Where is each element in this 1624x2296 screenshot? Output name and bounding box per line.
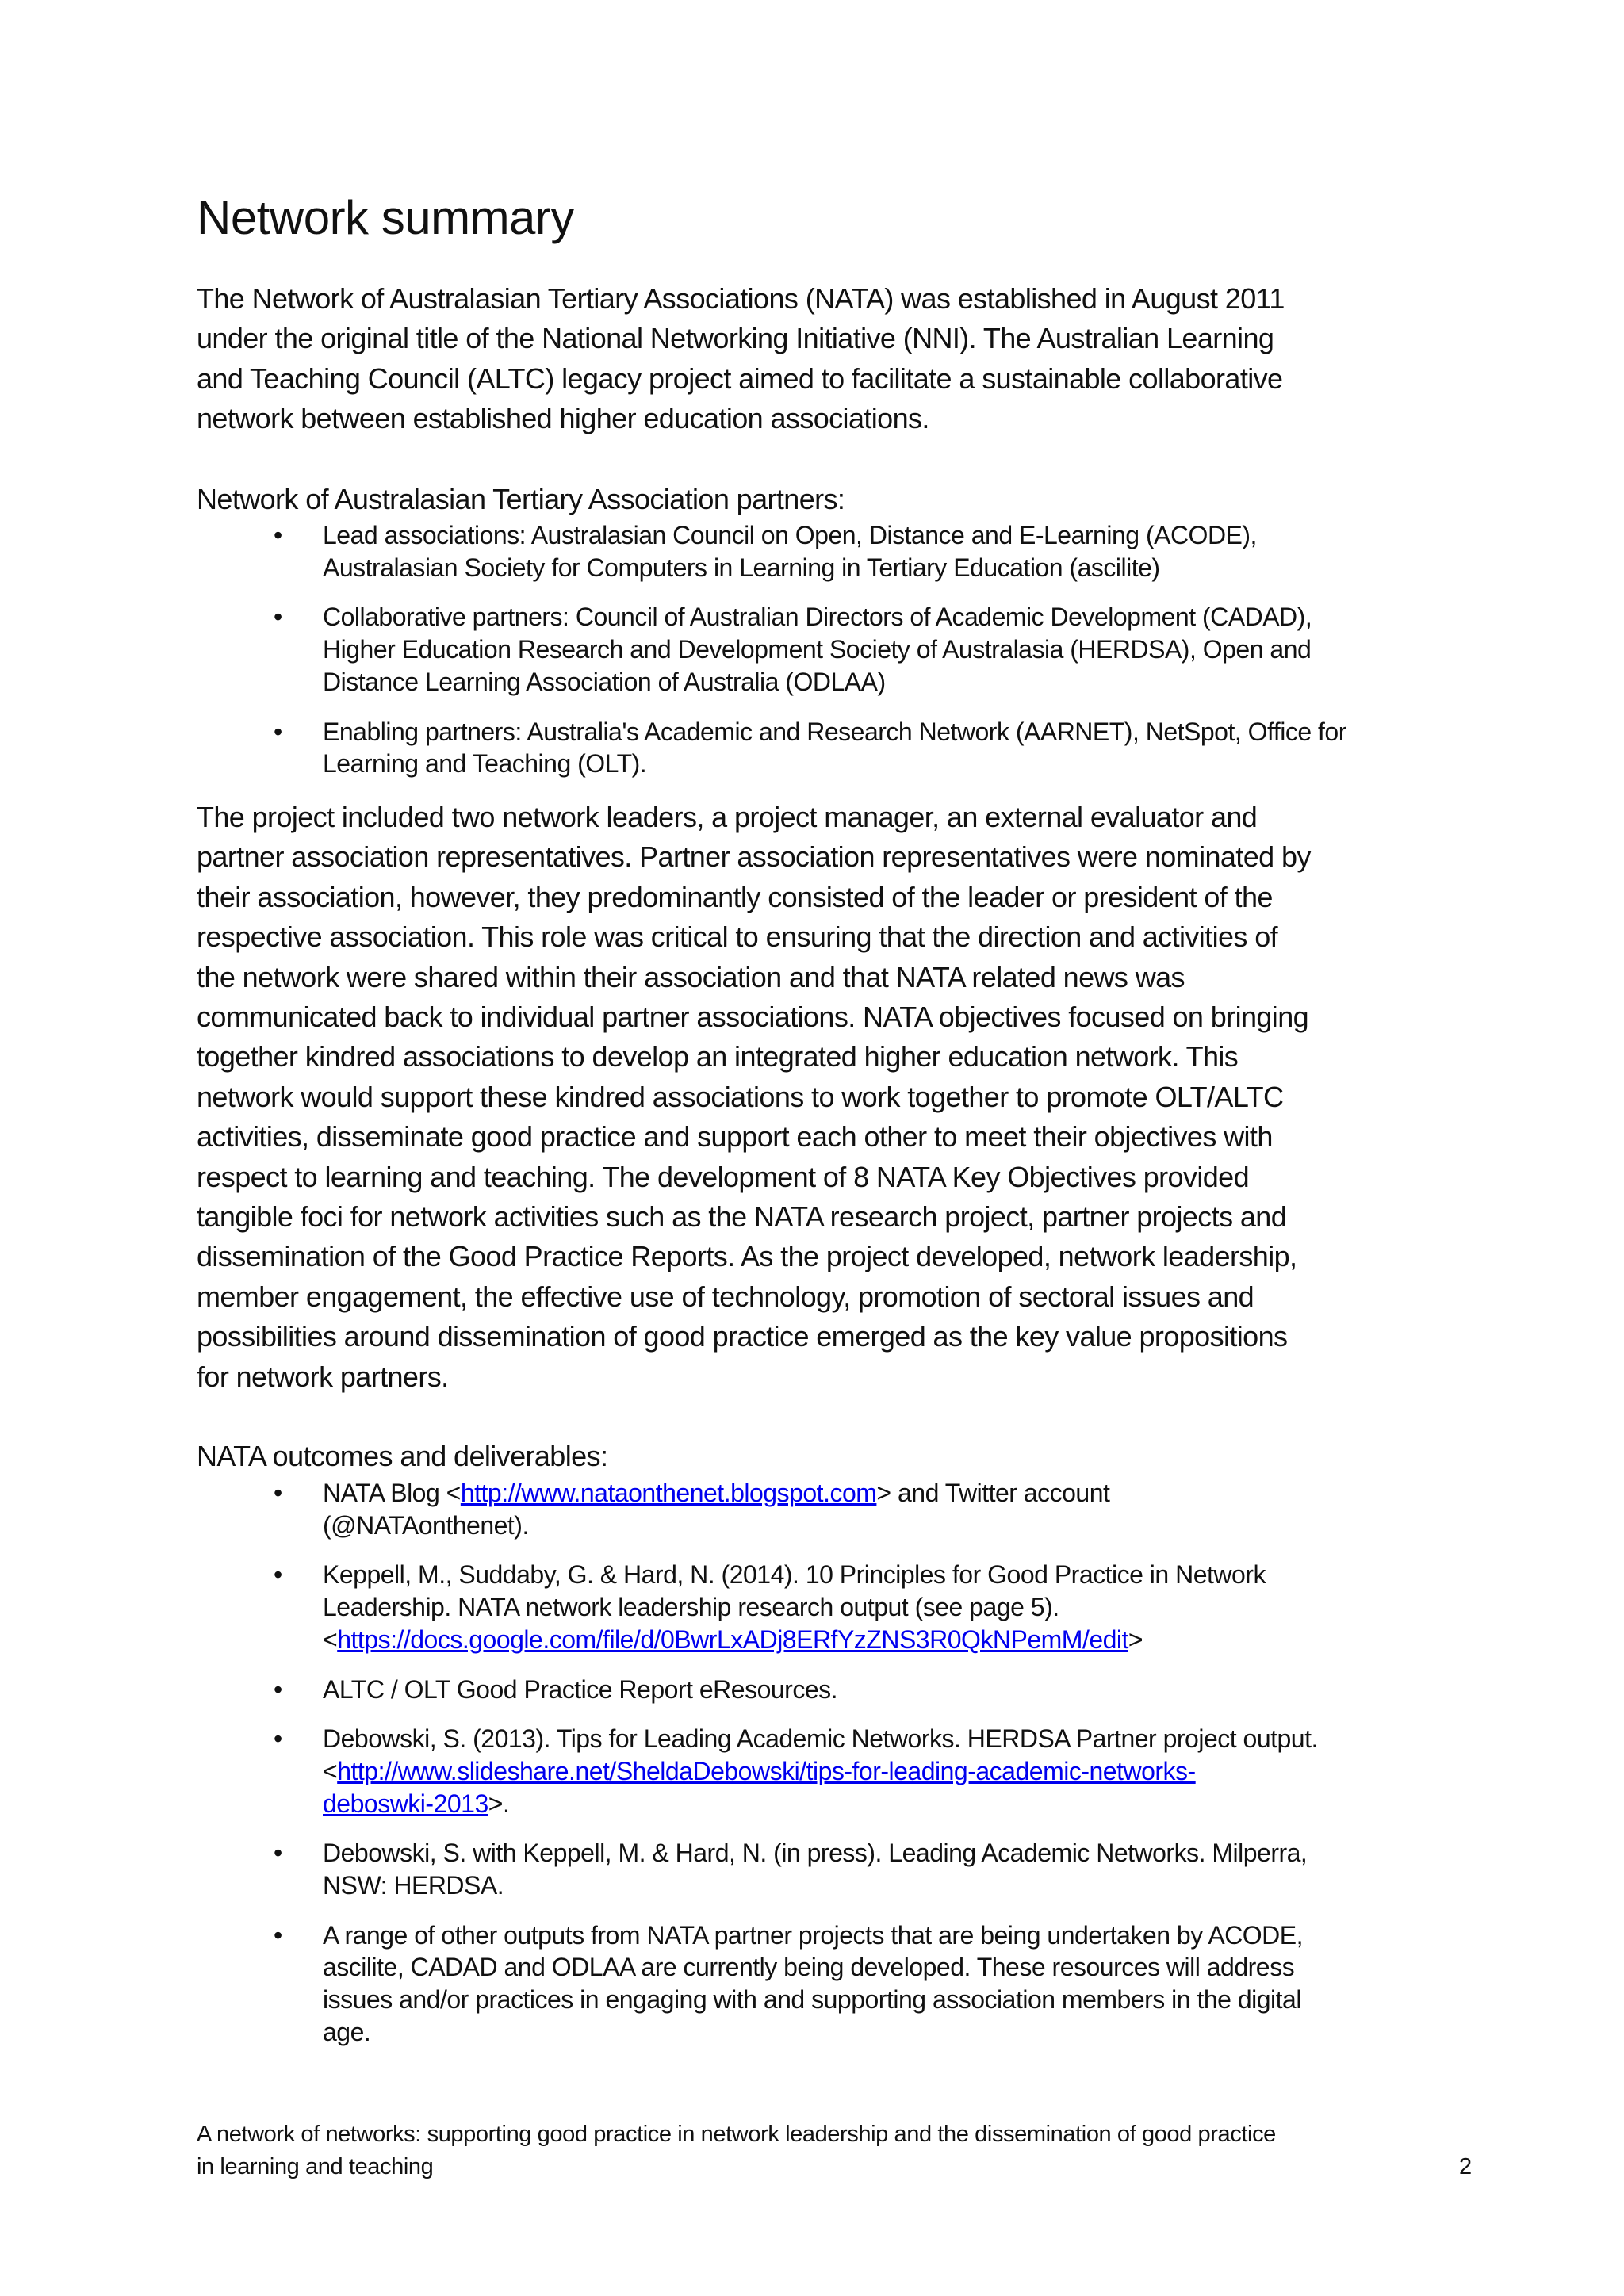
text-segment: Higher Education Research and Development Society of Australasia (HERDSA), Open and (323, 635, 1312, 664)
text-segment: NSW: HERDSA. (323, 1871, 504, 1900)
list-item-line (323, 601, 1346, 633)
list-item-line (323, 1510, 1318, 1542)
outcomes-list (197, 1477, 1318, 2066)
bullet-icon: • (274, 1479, 283, 1507)
text-segment: issues and/or practices in engaging with and supporting association members in the digital (323, 1985, 1301, 2015)
text-segment: Keppell, M., Suddaby, G. & Hard, N. (2014). 10 Principles for Good Practice in Network (323, 1560, 1266, 1590)
paragraph-line: member engagement, the effective use of technology, promotion of sectoral issues and (197, 1280, 1254, 1313)
list-item-line (323, 1755, 1318, 1788)
paragraph-line: The Network of Australasian Tertiary Associations (NATA) was established in August 2011 (197, 282, 1285, 315)
text-segment: ascilite, CADAD and ODLAA are currently being developed. These resources will address (323, 1953, 1295, 1982)
bullet-icon: • (274, 1839, 283, 1868)
list-item (197, 1919, 1318, 2049)
list-item (197, 1723, 1318, 1820)
list-item-line (323, 1984, 1318, 2016)
list-item-line (323, 1624, 1318, 1656)
text-segment: < (323, 1624, 338, 1654)
bullet-icon: • (274, 1920, 283, 1950)
list-item-line (323, 552, 1346, 584)
text-segment: age. (323, 2017, 371, 2046)
paragraph-line: activities, disseminate good practice and support each other to meet their objectives with (197, 1120, 1273, 1154)
intro-paragraph (197, 279, 1285, 439)
paragraph-line: possibilities around dissemination of good practice emerged as the key value propositions (197, 1320, 1288, 1353)
list-item-line (323, 1869, 1318, 1902)
text-segment: Leadership. NATA network leadership research output (see page 5). (323, 1593, 1059, 1622)
list-item-line (323, 748, 1346, 780)
list-item-line (323, 1477, 1318, 1510)
footer-line: in learning and teaching (197, 2153, 434, 2179)
paragraph-line: The project included two network leaders, a project manager, an external evaluator and (197, 801, 1258, 833)
hyperlink[interactable]: http://www.slideshare.net/SheldaDebowski/tips-for-leading-academic-networks- (337, 1756, 1196, 1785)
list-item (197, 601, 1346, 698)
text-segment: NATA Blog < (323, 1479, 461, 1507)
outcomes-heading: NATA outcomes and deliverables: (197, 1440, 608, 1472)
paragraph-line: dissemination of the Good Practice Reports. As the project developed, network leadership, (197, 1240, 1297, 1273)
list-item-line (323, 666, 1346, 698)
list-item-line (323, 2016, 1318, 2049)
list-item-line (323, 716, 1346, 748)
text-segment: A range of other outputs from NATA partner projects that are being undertaken by ACODE, (323, 1920, 1304, 1950)
text-segment: Enabling partners: Australia's Academic and Research Network (AARNET), NetSpot, Office for (323, 717, 1346, 746)
text-segment: Australasian Society for Computers in Learning in Tertiary Education (ascilite) (323, 553, 1160, 582)
list-item-line (323, 1788, 1318, 1820)
partners-heading: Network of Australasian Tertiary Association partners: (197, 483, 845, 515)
paragraph-line: the network were shared within their association and that NATA related news was (197, 960, 1185, 993)
list-item-line (323, 1559, 1318, 1591)
text-segment: ALTC / OLT Good Practice Report eResources. (323, 1674, 837, 1704)
paragraph-line: respective association. This role was critical to ensuring that the direction and activities of (197, 920, 1278, 954)
bullet-icon: • (274, 603, 283, 632)
text-segment: Distance Learning Association of Australia (ODLAA) (323, 667, 886, 696)
paragraph-line: for network partners. (197, 1360, 449, 1393)
text-segment: Debowski, S. with Keppell, M. & Hard, N. (in press). Leading Academic Networks. Milperra, (323, 1839, 1308, 1868)
text-segment: > (1128, 1624, 1143, 1654)
bullet-icon: • (274, 717, 283, 746)
text-segment: Lead associations: Australasian Council on Open, Distance and E-Learning (ACODE), (323, 521, 1257, 549)
bullet-icon: • (274, 1560, 283, 1590)
list-item-line (323, 1837, 1318, 1869)
paragraph-line: tangible foci for network activities such as the NATA research project, partner projects and (197, 1200, 1287, 1234)
list-item-line (323, 1723, 1318, 1755)
list-item (197, 716, 1346, 780)
paragraph-line: their association, however, they predominantly consisted of the leader or president of the (197, 880, 1273, 913)
paragraph-line: under the original title of the National Networking Initiative (NNI). The Australian Learning (197, 322, 1274, 355)
paragraph-line: network between established higher education associations. (197, 402, 929, 435)
project-paragraph (197, 798, 1311, 1397)
paragraph-line: respect to learning and teaching. The development of 8 NATA Key Objectives provided (197, 1160, 1250, 1193)
partners-list (197, 519, 1346, 798)
text-segment: < (323, 1756, 338, 1785)
list-item-line (323, 1919, 1318, 1952)
text-segment: Learning and Teaching (OLT). (323, 749, 647, 779)
text-segment: Debowski, S. (2013). Tips for Leading Academic Networks. HERDSA Partner project output. (323, 1724, 1318, 1754)
paragraph-line: communicated back to individual partner associations. NATA objectives focused on bringing (197, 1001, 1309, 1034)
paragraph-line: partner association representatives. Partner association representatives were nominated by (197, 840, 1311, 874)
list-item-line (323, 633, 1346, 666)
bullet-icon: • (274, 1724, 283, 1754)
text-segment: >. (488, 1789, 510, 1818)
footer (197, 2118, 1276, 2183)
paragraph-line: network would support these kindred associations to work together to promote OLT/ALTC (197, 1080, 1284, 1113)
list-item (197, 1674, 1318, 1706)
hyperlink[interactable]: deboswki-2013 (323, 1789, 488, 1818)
page-number: 2 (1459, 2154, 1473, 2179)
bullet-icon: • (274, 521, 283, 549)
bullet-icon: • (274, 1674, 283, 1704)
hyperlink[interactable]: https://docs.google.com/file/d/0BwrLxADj8ERfYzZNS3R0QkNPemM/edit (337, 1624, 1128, 1654)
list-item (197, 1837, 1318, 1901)
list-item (197, 1477, 1318, 1541)
text-segment: Collaborative partners: Council of Australian Directors of Academic Development (CADAD), (323, 603, 1312, 632)
text-segment: (@NATAonthenet). (323, 1510, 529, 1540)
list-item (197, 519, 1346, 584)
paragraph-line: and Teaching Council (ALTC) legacy project aimed to facilitate a sustainable collaborative (197, 362, 1283, 395)
page-title: Network summary (197, 191, 574, 244)
list-item-line (323, 1591, 1318, 1624)
list-item-line (323, 519, 1346, 552)
paragraph-line: together kindred associations to develop an integrated higher education network. This (197, 1040, 1239, 1073)
list-item-line (323, 1674, 1318, 1706)
list-item (197, 1559, 1318, 1655)
hyperlink[interactable]: http://www.nataonthenet.blogspot.com (460, 1479, 877, 1507)
list-item-line (323, 1951, 1318, 1984)
footer-line: A network of networks: supporting good practice in network leadership and the dissemination of good practice (197, 2122, 1276, 2147)
text-segment: > and Twitter account (876, 1479, 1110, 1507)
